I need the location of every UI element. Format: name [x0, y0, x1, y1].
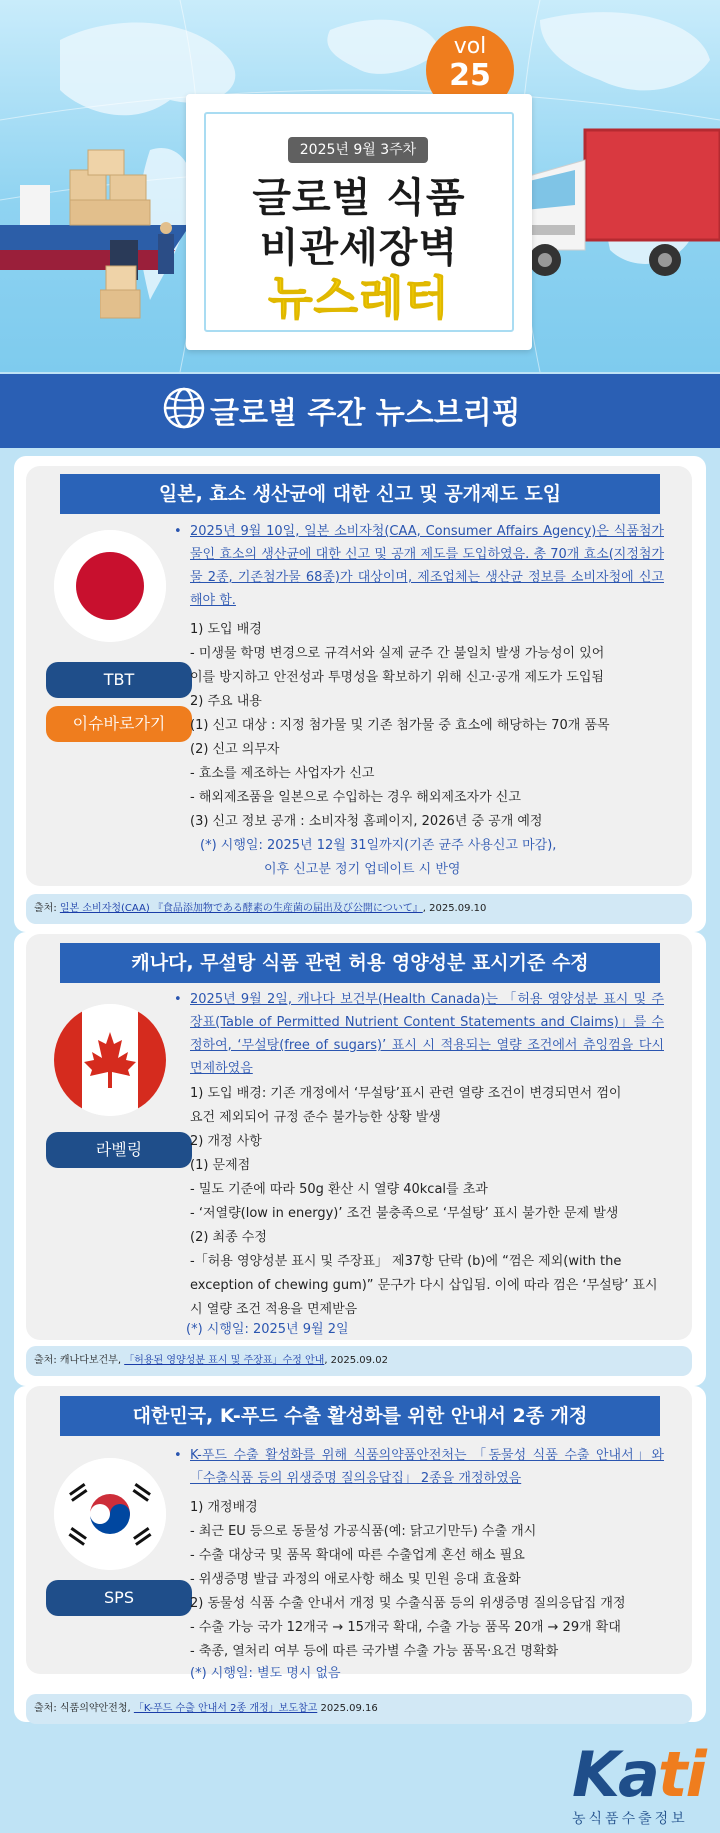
article-line: 2) 동물성 식품 수출 안내서 개정 및 수출식품 등의 위생증명 질의응답집 개정: [190, 1596, 626, 1611]
article-line: - 최근 EU 등으로 동물성 가공식품(예: 닭고기만두) 수출 개시: [190, 1524, 537, 1539]
article-title-canada: 캐나다, 무설탕 식품 관련 허용 영양성분 표시기준 수정: [60, 943, 660, 983]
section-banner-title: 글로벌 주간 뉴스브리핑: [210, 396, 521, 431]
source-link-canada[interactable]: 「허용된 영양성분 표시 및 주장표」수정 안내: [124, 1355, 325, 1366]
article-line: - 위생증명 발급 과정의 애로사항 해소 및 민원 응대 효율화: [190, 1572, 521, 1587]
tag-tbt[interactable]: TBT: [46, 662, 192, 698]
article-line: - ‘저열량(low in energy)’ 조건 불충족으로 ‘무설탕’ 표시 불가한 문제 발생: [190, 1206, 619, 1221]
article-line: - 수출 가능 국가 12개국 → 15개국 확대, 수출 가능 품목 20개 → 29개 확대: [190, 1620, 621, 1635]
article-line: - 축종, 열처리 여부 등에 따른 국가별 수출 가능 품목·요건 명확화: [190, 1644, 559, 1659]
article-summary-korea[interactable]: • K-푸드 수출 활성화를 위해 식품의약품안전처는 「동물성 식품 수출 안내서」와 「수출식품 등의 위생증명 질의응답집」 2종을 개정하였음: [174, 1448, 664, 1486]
article-line: 시 열량 조건 적용을 면제받음: [190, 1302, 358, 1317]
article-title-korea: 대한민국, K-푸드 수출 활성화를 위한 안내서 2종 개정: [60, 1396, 660, 1436]
newsletter-title-line1: 글로벌 식품: [252, 175, 466, 221]
tag-labeling[interactable]: 라벨링: [46, 1132, 192, 1168]
article-summary-japan[interactable]: • 2025년 9월 10일, 일본 소비자청(CAA, Consumer Affairs Agency)은 식품첨가물인 효소의 생산균에 대한 신고 및 공개 제도를 도입하였음. 총 70개 효소(지정첨가물 2종, 기존첨가물 68종)가 대상이며, 제조업체는 생산균 정보를 소비자청에 신고해야 함.: [174, 524, 664, 608]
article-line: - 해외제조품을 일본으로 수입하는 경우 해외제조자가 신고: [190, 790, 521, 805]
article-line: 1) 도입 배경: [190, 622, 262, 637]
source-link-japan[interactable]: 일본 소비자청(CAA) 『食品添加物である酵素の生産菌の届出及び公開について』: [59, 903, 423, 914]
article-title-japan: 일본, 효소 생산균에 대한 신고 및 공개제도 도입: [60, 474, 660, 514]
source-line-japan: 출처: 일본 소비자청(CAA) 『食品添加物である酵素の生産菌の届出及び公開について』, 2025.09.10: [26, 894, 692, 924]
article-line: exception of chewing gum)” 문구가 다시 삽입됨. 이에 따라 껌은 ‘무설탕’ 표시: [190, 1278, 658, 1293]
globe-icon: [162, 386, 206, 430]
article-line: 1) 개정배경: [190, 1500, 258, 1515]
article-line: - 수출 대상국 및 품목 확대에 따른 수출업계 혼선 해소 필요: [190, 1548, 525, 1563]
volume-number: 25: [449, 58, 491, 93]
article-line: 2) 주요 내용: [190, 694, 262, 709]
article-line: - 밀도 기준에 따라 50g 환산 시 열량 40kcal를 초과: [190, 1182, 488, 1197]
newsletter-title-line3: 뉴스레터: [268, 271, 450, 325]
issue-shortcut-button[interactable]: 이슈바로가기: [46, 706, 192, 742]
effective-date-japan: (*) 시행일: 2025년 12월 31일까지(기존 균주 사용신고 마감),: [200, 838, 557, 853]
japan-flag-icon: [54, 530, 166, 642]
canada-flag-icon: [54, 1004, 166, 1116]
article-line: - 미생물 학명 변경으로 규격서와 실제 균주 간 불일치 발생 가능성이 있어: [190, 646, 605, 661]
article-line: 이를 방지하고 안전성과 투명성을 확보하기 위해 신고·공개 제도가 도입됨: [190, 670, 604, 685]
source-line-canada: 출처: 캐나다보건부, 「허용된 영양성분 표시 및 주장표」수정 안내, 2025.09.02: [26, 1346, 692, 1376]
korea-flag-icon: [54, 1458, 166, 1570]
article-line: (3) 신고 정보 공개 : 소비자청 홈페이지, 2026년 중 공개 예정: [190, 814, 543, 829]
volume-label: vol: [453, 34, 487, 59]
source-link-korea[interactable]: 「K-푸드 수출 안내서 2종 개정」보도참고: [133, 1703, 318, 1714]
truck-illustration: [505, 120, 720, 280]
newsletter-title-line2: 비관세장벽: [259, 225, 459, 271]
article-line: (1) 신고 대상 : 지정 첨가물 및 기존 첨가물 중 효소에 해당하는 70개 품목: [190, 718, 610, 733]
article-line: - 효소를 제조하는 사업자가 신고: [190, 766, 375, 781]
effective-date-korea: (*) 시행일: 별도 명시 없음: [190, 1666, 341, 1681]
article-line: (2) 신고 의무자: [190, 742, 280, 757]
hero-banner: [0, 0, 720, 372]
article-line: (1) 문제점: [190, 1158, 251, 1173]
article-line: -「허용 영양성분 표시 및 주장표」 제37항 단락 (b)에 “껌은 제외(with the: [190, 1254, 622, 1269]
tag-sps[interactable]: SPS: [46, 1580, 192, 1616]
kati-logo-subtitle: 농식품수출정보: [572, 1811, 688, 1827]
boxes-illustration: [100, 262, 150, 320]
source-line-korea: 출처: 식품의약안전청, 「K-푸드 수출 안내서 2종 개정」보도참고 2025.09.16: [26, 1694, 692, 1724]
effective-date-canada: (*) 시행일: 2025년 9월 2일: [186, 1322, 349, 1337]
article-line: 1) 도입 배경: 기존 개정에서 ‘무설탕’표시 관련 열량 조건이 변경되면서 껌이: [190, 1086, 622, 1101]
article-line: 2) 개정 사항: [190, 1134, 262, 1149]
article-summary-canada[interactable]: • 2025년 9월 2일, 캐나다 보건부(Health Canada)는 「허용 영양성분 표시 및 주장표(Table of Permitted Nutrient Content Statements and Claims)」를 수정하여, ‘무설탕(free of sugars)’ 표시 시 적용되는 열량 조건에서 츄잉껌을 다시 면제하였음: [174, 992, 664, 1076]
kati-logo: Kati: [572, 1738, 705, 1811]
article-line: 요건 제외되어 규정 준수 불가능한 상황 발생: [190, 1110, 441, 1125]
article-line: (2) 최종 수정: [190, 1230, 267, 1245]
effective-date-japan-note: 이후 신고분 정기 업데이트 시 반영: [264, 862, 461, 877]
issue-week-badge: 2025년 9월 3주차: [288, 137, 428, 163]
